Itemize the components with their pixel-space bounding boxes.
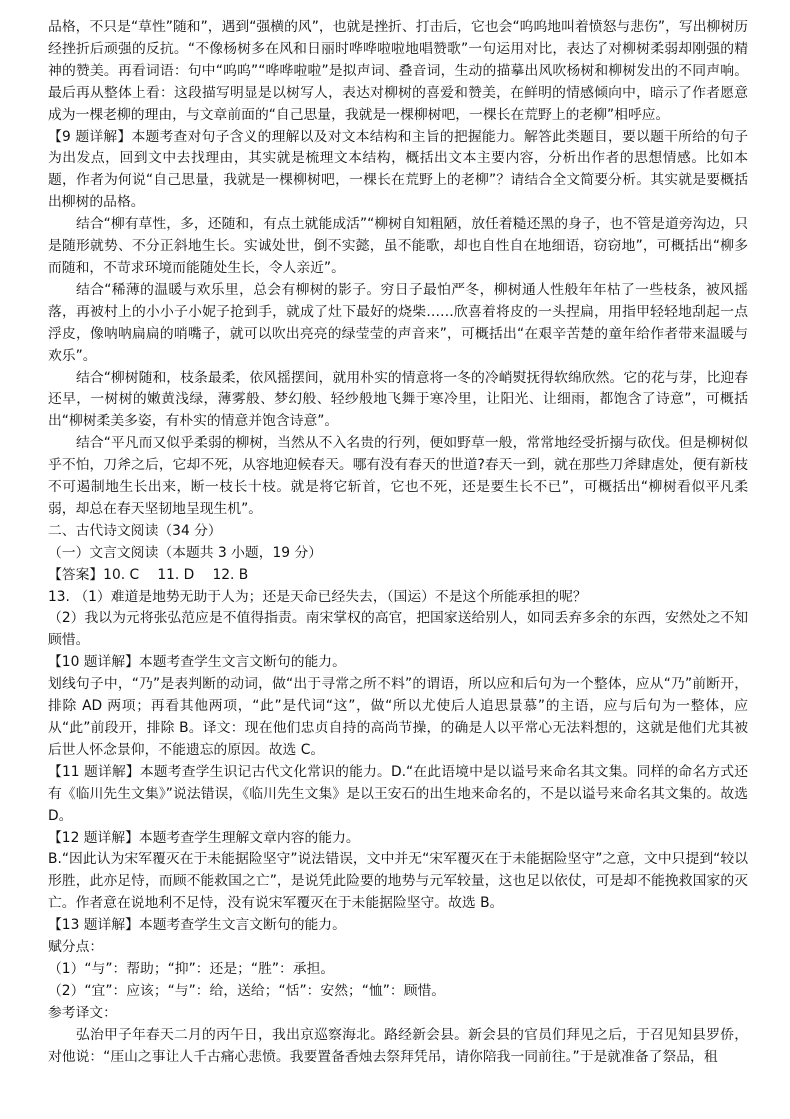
q13-answer-2: （2）我以为元将张弘范应是不值得指责。南宋掌权的高官，把国家送给别人，如同丢弃多余的东西，安然处之不知顾惜。	[48, 610, 748, 649]
scoring-point-2: （2）“宜”：应该；“与”：给，送给；“恬”：安然；“恤”：顾惜。	[48, 982, 446, 999]
subsection-heading-classical-prose: （一）文言文阅读（本题共 3 小题，19 分）	[48, 544, 323, 561]
q11-explanation: 【11 题详解】本题考查学生识记古代文化常识的能力。D.“在此语境中是以谥号来命名其文集。同样的命名方式还有《临川先生文集》”说法错误，《临川先生文集》是以王安石的出生地来命名的，不是以谥号来命名其文集的。故选 D。	[48, 763, 748, 824]
q12-explanation: B.“因此认为宋军覆灭在于未能据险坚守”说法错误，文中并无“宋军覆灭在于未能据险坚守”之意，文中只提到“较以形胜，此亦足恃，而顾不能救国之亡”，是说凭此险要的地势与元军较量，这也足以依仗，可是却不能挽救国家的灭亡。作者意在说地利不足恃，没有说宋军覆灭在于未能据险坚守。故选 B。	[48, 851, 748, 912]
q10-heading: 【10 题详解】本题考查学生文言文断句的能力。	[48, 654, 346, 671]
q13-answer-1: 13. （1）难道是地势无助于人为；还是天命已经失去，（国运）不是这个所能承担的呢？	[48, 588, 587, 605]
paragraph-q9-point-2: 结合“稀薄的温暖与欢乐里，总会有柳树的影子。穷日子最怕严冬，柳树通人性般年年枯了一些枝条，被风摇落，再被村上的小小子小妮子抢到手，就成了灶下最好的烧柴……欣喜着将皮的一头捏扁，用指甲轻轻地刮起一点浮皮，像呐呐扁扁的哨嘴子，就可以吹出亮亮的绿莹莹的声音来”，可概括出“在艰辛苦楚的童年给作者带来温暖与欢乐”。	[48, 281, 748, 364]
q12-heading: 【12 题详解】本题考查学生理解文章内容的能力。	[48, 829, 360, 846]
paragraph-q9-point-1: 结合“柳有草性，多，还随和，有点土就能成活”“柳树自知粗陋，放任着糙还黑的身子，也不管是道旁沟边，只是随形就势、不分正斜地生长。实诚处世，倒不实懿，虽不能歌，却也自性自在地细语，窃窃地”，可概括出“柳多而随和，不苛求环境而能随处生长，令人亲近”。	[48, 216, 748, 276]
q13-heading: 【13 题详解】本题考查学生文言文断句的能力。	[48, 917, 346, 934]
q10-explanation: 划线句子中，“乃”是表判断的动词，做“出于寻常之所不料”的谓语，所以应和后句为一个整体，应从“乃”前断开，排除 AD 两项；再看其他两项，“此”是代词“这”，做“所以尤使后人追思景慕”的主语，应与后句为一整体，应从“此”前段开，排除 B。译文：现在他们忠贞自持的高尚节操，的确是人以平常心无法料想的，这就是他们尤其被后世人怀念景仰，不能遗忘的原因。故选 C。	[48, 676, 748, 758]
document-page	[48, 17, 748, 1069]
translation-label: 参考译文：	[48, 1004, 117, 1021]
answer-line: 【答案】10. C 11. D 12. B	[48, 566, 249, 583]
paragraph-q9-explanation: 【9 题详解】本题考查对句子含义的理解以及对文本结构和主旨的把握能力。解答此类题目，要以题干所给的句子为出发点，回到文中去找理由，其实就是梳理文本结构，概括出文本主要内容，分析出作者的思想情感。比如本题，作者为何说“自己思量，我就是一棵柳树吧，一棵长在荒野上的老柳”？请结合全文简要分析。其实就是要概括出柳树的品格。	[48, 128, 748, 211]
paragraph-willow-analysis: 品格，不只是“草性”随和”，遇到“强横的风”，也就是挫折、打击后，它也会“呜呜地叫着愤怒与悲伤”，写出柳树历经挫折后顽强的反抗。“不像杨树多在风和日丽时哗哗啦啦地唱赞歌”一句运用对比，表达了对柳树柔弱却刚强的精神的赞美。再看词语：句中“呜呜”“哗哗啦啦”是拟声词、叠音词，生动的描摹出风吹杨树和柳树发出的不同声响。最后再从整体上看：这段描写明显是以树写人，表达对柳树的喜爱和赞美，在鲜明的情感倾向中，暗示了作者愿意成为一棵老柳的理由，与文章前面的“自己思量，我就是一棵柳树吧，一棵长在荒野上的老柳”相呼应。	[48, 19, 748, 123]
scoring-point-1: （1）“与”：帮助；“抑”：还是；“胜”：承担。	[48, 960, 335, 977]
section-heading-ancient-poetry: 二、古代诗文阅读（34 分）	[48, 522, 222, 539]
paragraph-q9-point-4: 结合“平凡而又似乎柔弱的柳树，当然从不入名贵的行列，便如野草一般，常常地经受折搦与砍伐。但是柳树似乎不怕，刀斧之后，它却不死，从容地迎候春天。哪有没有春天的世道?春天一到，就在那些刀斧肆虐处，便有新枝不可遏制地生长出来，断一枝长十枝。就是将它斩首，它也不死，还是要生长不已”，可概括出“柳树看似平凡柔弱，却总在春天坚韧地呈现生机”。	[48, 435, 748, 517]
scoring-points-label: 赋分点：	[48, 939, 104, 956]
translation-text: 弘治甲子年春天二月的丙午日，我出京巡察海北。路经新会县。新会县的官员们拜见之后，于召见知县罗侨，对他说：“厓山之事让人千古痛心悲愤。我要置备香烛去祭拜凭吊，请你陪我一同前往。”于是就准备了祭品，租	[48, 1026, 748, 1065]
paragraph-q9-point-3: 结合“柳树随和，枝条最柔，依风摇摆间，就用朴实的情意将一冬的冷峭熨抚得软绵欣然。它的花与芽，比迎春还早，一树树的嫩黄浅绿，薄雾般、梦幻般、轻纱般地飞舞于寒冷里，让阳光、让细雨，都饱含了诗意”，可概括出“柳树柔美多姿，有朴实的情意并饱含诗意”。	[48, 369, 748, 430]
